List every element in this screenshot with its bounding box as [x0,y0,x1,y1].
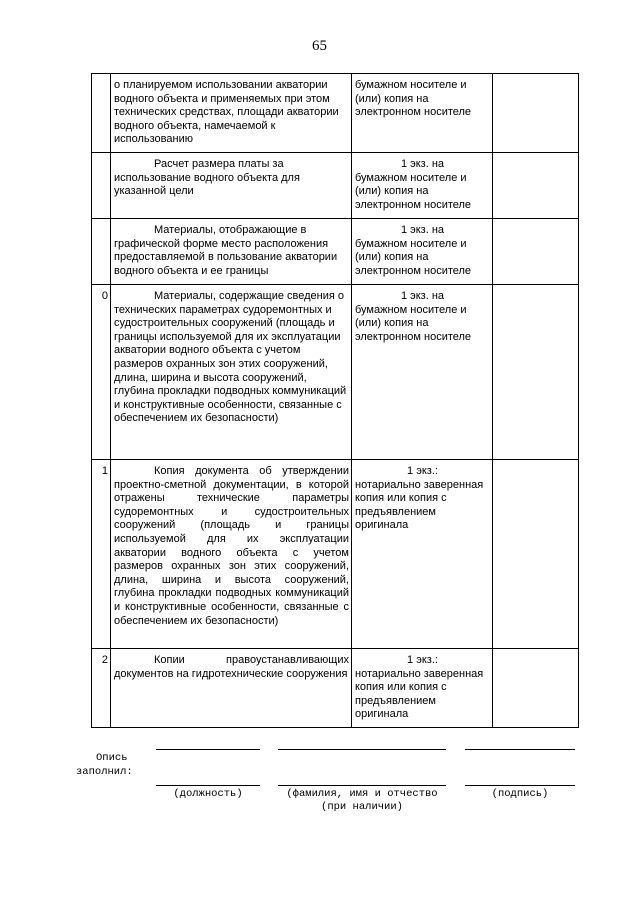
position-caption: (должность) [173,788,243,800]
document-form [352,649,493,728]
table-row [92,460,579,649]
document-description [111,219,352,285]
copies-count: 1 экз. на [400,158,445,170]
document-form [352,153,493,219]
signature-caption: (подпись) [491,788,549,800]
row-number: 2 [92,649,111,728]
position-line [156,785,260,786]
description-text: Материалы, содержащие сведения о технических параметрах судоремонтных и судостроительных сооружений (площадь и границы используемой для их эксплуатации акватории водного объекта с учетом размеров охранных зон этих сооружений, длина, ширина и высота сооружений, глубина прокладки подводных коммуникаций и конструктивные особенности, связанные с обеспечением их безопасности) [114,290,347,425]
document-description [111,649,352,728]
form-text: нотариально заверенная копия или копия с предъявлением оригинала [355,478,484,532]
row-number: 0 [92,285,111,460]
description-text: Материалы, отображающие в графической форме место расположения предоставляемой в пользование акватории водного объекта и ее границы [114,224,338,277]
row-note [493,74,579,153]
document-form [352,74,493,153]
document-form [352,460,493,649]
document-description: о планируемом использовании акватории водного объекта и применяемых при этом технических средствах, площади акватории водного объекта, намечаемой к использованию [111,74,352,153]
top-line-position [156,749,260,750]
row-note [493,285,579,460]
row-number [92,219,111,285]
name-line [278,785,446,786]
table-row [92,153,579,219]
signature-line [465,785,575,786]
filled-by-label: заполнил: [76,766,133,778]
inventory-label: Опись [96,752,128,764]
documents-table [91,73,579,728]
table-row [92,285,579,460]
copies-count: 1 экз.: [407,654,438,666]
row-number [92,153,111,219]
row-note [493,153,579,219]
form-text: бумажном носителе и (или) копия на электронном носителе [355,79,472,119]
row-note [493,649,579,728]
document-form [352,285,493,460]
top-line-name [278,749,446,750]
copies-count: 1 экз. на [400,224,445,236]
description-text: Копии правоустанавливающих документов на гидротехнические сооружения [114,654,349,680]
page-number: 65 [312,38,327,54]
document-description [111,460,352,649]
document-form [352,219,493,285]
table-row [92,219,579,285]
copies-count: 1 экз. на [400,290,445,302]
form-text: бумажном носителе и (или) копия на электронном носителе [355,171,472,211]
row-number: 1 [92,460,111,649]
table-row [92,649,579,728]
table-row [92,74,579,153]
document-description [111,285,352,460]
row-number [92,74,111,153]
document-description [111,153,352,219]
name-caption: (фамилия, имя и отчество [286,788,438,800]
name-caption-note: (при наличии) [321,801,403,813]
description-text: Копия документа об утверждении проектно-сметной документации, в которой отражены технические параметры судоремонтных и судостроительных сооружений (площадь и границы используемой для их эксплуатации акватории водного объекта с учетом размеров охранных зон этих сооружений, длина, ширина и высота сооружений, глубина прокладки подводных коммуникаций и конструктивные особенности, связанные с обеспечением их безопасности) [114,465,349,627]
form-text: нотариально заверенная копия или копия с предъявлением оригинала [355,667,484,721]
row-note [493,219,579,285]
description-text: Расчет размера платы за использование водного объекта для указанной цели [114,158,300,198]
form-text: бумажном носителе и (или) копия на электронном носителе [355,303,472,343]
form-text: бумажном носителе и (или) копия на электронном носителе [355,237,472,277]
top-line-signature [465,749,575,750]
row-note [493,460,579,649]
copies-count: 1 экз.: [407,465,438,477]
